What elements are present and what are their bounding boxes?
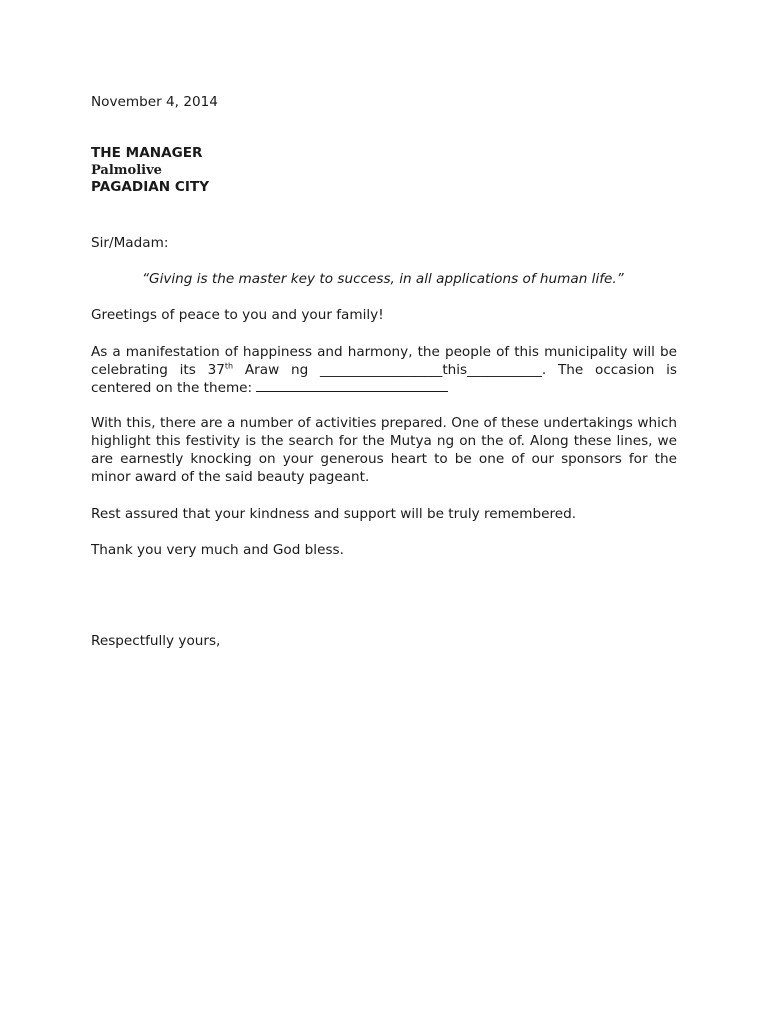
manifest-this: this (442, 362, 468, 378)
manifest-text-2: Araw ng (233, 362, 320, 378)
ordinal-suffix: th (224, 361, 234, 371)
date-blank: ___________ (467, 362, 542, 378)
opening-quote: “Giving is the master key to success, in all applications of human life.” (142, 271, 624, 287)
addressee-company: Palmolive (91, 163, 162, 178)
event-blank: __________________ (319, 362, 443, 378)
thanks-paragraph: Thank you very much and God bless. (91, 542, 344, 558)
addressee-title: THE MANAGER (91, 145, 203, 161)
letter-date: November 4, 2014 (91, 94, 218, 110)
closing: Respectfully yours, (91, 633, 221, 649)
manifest-text-1: As a manifestation of happiness and harmony, the people of this municipality will be celebrating its 37 (91, 344, 677, 378)
addressee-block (91, 145, 209, 196)
manifest-text-3: . The occasion is centered on the theme: (91, 362, 678, 396)
theme-blank-line (256, 379, 448, 392)
salutation: Sir/Madam: (91, 235, 169, 251)
greeting-paragraph: Greetings of peace to you and your family! (91, 307, 384, 323)
rest-assured-paragraph: Rest assured that your kindness and support will be truly remembered. (91, 506, 577, 522)
activities-paragraph: With this, there are a number of activities prepared. One of these undertakings which highlight this festivity is the search for the Mutya ng on the of. Along these lines, we are earnestly knocking on your generous heart to be one of our sponsors for the minor award of the said beauty pageant. (91, 415, 677, 485)
addressee-city: PAGADIAN CITY (91, 179, 210, 195)
manifestation-paragraph (91, 343, 677, 397)
